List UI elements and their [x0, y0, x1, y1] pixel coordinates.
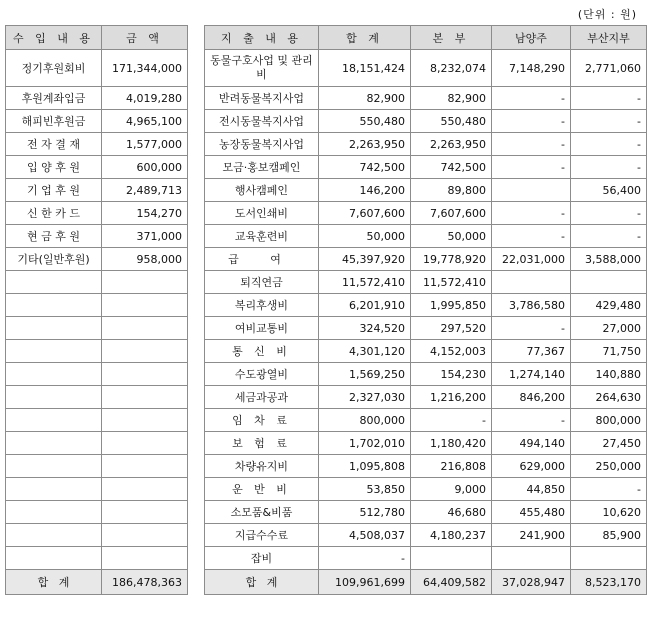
expense-total: 2,327,030 [319, 386, 411, 409]
expense-row [205, 202, 647, 225]
expense-total: 1,095,808 [319, 455, 411, 478]
empty-cell [102, 317, 188, 340]
expense-namyangju: 455,480 [492, 501, 571, 524]
expense-busan: - [571, 110, 647, 133]
expense-hq: 154,230 [411, 363, 492, 386]
expense-item-label: 급 여 [205, 248, 319, 271]
expense-item-label: 보 험 료 [205, 432, 319, 455]
empty-cell [6, 271, 102, 294]
expense-total: 53,850 [319, 478, 411, 501]
expense-namyangju: - [492, 87, 571, 110]
empty-cell [102, 524, 188, 547]
expense-busan: 800,000 [571, 409, 647, 432]
expense-item-label: 임 차 료 [205, 409, 319, 432]
income-item-label: 입 양 후 원 [6, 156, 102, 179]
expense-hq: 82,900 [411, 87, 492, 110]
expense-row [205, 87, 647, 110]
expense-total: 4,508,037 [319, 524, 411, 547]
expense-item-label: 행사캠페인 [205, 179, 319, 202]
expense-hq: 19,778,920 [411, 248, 492, 271]
income-amount: 171,344,000 [102, 50, 188, 87]
expense-row [205, 340, 647, 363]
expense-item-label: 농장동물복지사업 [205, 133, 319, 156]
income-item-label: 기 업 후 원 [6, 179, 102, 202]
expense-header-row [205, 26, 647, 50]
expense-row [205, 179, 647, 202]
expense-total: 18,151,424 [319, 50, 411, 87]
expense-header-busan: 부산지부 [571, 26, 647, 50]
expense-total: 800,000 [319, 409, 411, 432]
expense-row [205, 248, 647, 271]
expense-total-hq: 64,409,582 [411, 570, 492, 595]
empty-cell [102, 547, 188, 570]
expense-row [205, 50, 647, 87]
income-header-row [6, 26, 188, 50]
expense-total: 146,200 [319, 179, 411, 202]
empty-cell [102, 363, 188, 386]
expense-row [205, 547, 647, 570]
expense-namyangju: 77,367 [492, 340, 571, 363]
income-row [6, 432, 188, 455]
expense-table [204, 25, 647, 595]
expense-hq [411, 547, 492, 570]
expense-busan: 429,480 [571, 294, 647, 317]
expense-row [205, 501, 647, 524]
expense-row [205, 455, 647, 478]
income-total-row [6, 570, 188, 595]
expense-item-label: 잡비 [205, 547, 319, 570]
expense-item-label: 세금과공과 [205, 386, 319, 409]
expense-namyangju: - [492, 156, 571, 179]
income-row [6, 340, 188, 363]
empty-cell [6, 317, 102, 340]
expense-namyangju: 629,000 [492, 455, 571, 478]
income-row [6, 202, 188, 225]
expense-total: 6,201,910 [319, 294, 411, 317]
income-table [5, 25, 188, 595]
expense-namyangju [492, 271, 571, 294]
expense-namyangju [492, 179, 571, 202]
expense-busan: 3,588,000 [571, 248, 647, 271]
empty-cell [102, 455, 188, 478]
expense-busan: - [571, 133, 647, 156]
empty-cell [102, 340, 188, 363]
expense-hq: 4,152,003 [411, 340, 492, 363]
income-row [6, 501, 188, 524]
expense-busan: 250,000 [571, 455, 647, 478]
expense-busan: 264,630 [571, 386, 647, 409]
expense-row [205, 317, 647, 340]
expense-grand-total: 109,961,699 [319, 570, 411, 595]
empty-cell [102, 294, 188, 317]
expense-total: 45,397,920 [319, 248, 411, 271]
empty-cell [102, 432, 188, 455]
expense-item-label: 차량유지비 [205, 455, 319, 478]
income-row [6, 409, 188, 432]
empty-cell [6, 455, 102, 478]
empty-cell [6, 363, 102, 386]
income-amount: 154,270 [102, 202, 188, 225]
empty-cell [6, 501, 102, 524]
expense-total: - [319, 547, 411, 570]
expense-item-label: 소모품&비품 [205, 501, 319, 524]
income-header-item: 수 입 내 용 [6, 26, 102, 50]
expense-busan: - [571, 225, 647, 248]
expense-header-item: 지 출 내 용 [205, 26, 319, 50]
expense-hq: 46,680 [411, 501, 492, 524]
empty-cell [6, 432, 102, 455]
expense-hq: 9,000 [411, 478, 492, 501]
expense-item-label: 지급수수료 [205, 524, 319, 547]
income-amount: 4,965,100 [102, 110, 188, 133]
expense-hq: 7,607,600 [411, 202, 492, 225]
expense-hq: 4,180,237 [411, 524, 492, 547]
expense-total-namyangju: 37,028,947 [492, 570, 571, 595]
expense-total: 2,263,950 [319, 133, 411, 156]
expense-busan: - [571, 478, 647, 501]
expense-item-label: 복리후생비 [205, 294, 319, 317]
expense-header-hq: 본 부 [411, 26, 492, 50]
income-item-label: 전 자 결 재 [6, 133, 102, 156]
expense-total: 50,000 [319, 225, 411, 248]
expense-hq: 2,263,950 [411, 133, 492, 156]
expense-row [205, 363, 647, 386]
expense-total: 550,480 [319, 110, 411, 133]
expense-row [205, 156, 647, 179]
expense-busan: - [571, 87, 647, 110]
expense-namyangju: - [492, 409, 571, 432]
expense-hq: 11,572,410 [411, 271, 492, 294]
empty-cell [6, 409, 102, 432]
expense-hq: 297,520 [411, 317, 492, 340]
expense-item-label: 교육훈련비 [205, 225, 319, 248]
expense-namyangju: - [492, 202, 571, 225]
income-item-label: 기타(일반후원) [6, 248, 102, 271]
expense-row [205, 271, 647, 294]
expense-namyangju: - [492, 110, 571, 133]
expense-hq: 742,500 [411, 156, 492, 179]
empty-cell [102, 409, 188, 432]
expense-total: 82,900 [319, 87, 411, 110]
income-item-label: 신 한 카 드 [6, 202, 102, 225]
income-amount: 2,489,713 [102, 179, 188, 202]
income-row [6, 294, 188, 317]
expense-item-label: 통 신 비 [205, 340, 319, 363]
empty-cell [6, 294, 102, 317]
expense-header-namyangju: 남양주 [492, 26, 571, 50]
income-row [6, 248, 188, 271]
income-row [6, 547, 188, 570]
expense-total-busan: 8,523,170 [571, 570, 647, 595]
expense-busan: 56,400 [571, 179, 647, 202]
income-item-label: 정기후원회비 [6, 50, 102, 87]
expense-row [205, 524, 647, 547]
expense-item-label: 도서인쇄비 [205, 202, 319, 225]
empty-cell [102, 478, 188, 501]
income-amount: 4,019,280 [102, 87, 188, 110]
expense-row [205, 294, 647, 317]
income-row [6, 50, 188, 87]
income-row [6, 110, 188, 133]
empty-cell [6, 547, 102, 570]
expense-item-label: 운 반 비 [205, 478, 319, 501]
income-row [6, 317, 188, 340]
expense-namyangju: - [492, 225, 571, 248]
income-row [6, 478, 188, 501]
income-item-label: 후원계좌입금 [6, 87, 102, 110]
expense-total: 4,301,120 [319, 340, 411, 363]
expense-total: 11,572,410 [319, 271, 411, 294]
income-row [6, 156, 188, 179]
expense-hq: 216,808 [411, 455, 492, 478]
expense-body [205, 50, 647, 595]
empty-cell [6, 340, 102, 363]
expense-busan: 2,771,060 [571, 50, 647, 87]
income-header-amount: 금 액 [102, 26, 188, 50]
expense-busan [571, 547, 647, 570]
expense-total-row [205, 570, 647, 595]
expense-total: 1,569,250 [319, 363, 411, 386]
expense-item-label: 동물구호사업 및 관리비 [205, 50, 319, 87]
expense-hq: 1,216,200 [411, 386, 492, 409]
income-row [6, 179, 188, 202]
income-amount: 371,000 [102, 225, 188, 248]
expense-busan: 71,750 [571, 340, 647, 363]
income-amount: 600,000 [102, 156, 188, 179]
expense-total: 1,702,010 [319, 432, 411, 455]
expense-namyangju: 7,148,290 [492, 50, 571, 87]
expense-row [205, 225, 647, 248]
income-row [6, 271, 188, 294]
expense-namyangju: 241,900 [492, 524, 571, 547]
expense-item-label: 여비교통비 [205, 317, 319, 340]
expense-hq: 1,180,420 [411, 432, 492, 455]
income-amount: 958,000 [102, 248, 188, 271]
expense-namyangju: - [492, 317, 571, 340]
expense-hq: 50,000 [411, 225, 492, 248]
expense-item-label: 퇴직연금 [205, 271, 319, 294]
income-row [6, 455, 188, 478]
unit-label: (단위 : 원) [577, 8, 637, 21]
expense-busan: 85,900 [571, 524, 647, 547]
income-total-label: 합 계 [6, 570, 102, 595]
expense-namyangju: 1,274,140 [492, 363, 571, 386]
income-row [6, 225, 188, 248]
income-row [6, 363, 188, 386]
expense-busan: 140,880 [571, 363, 647, 386]
expense-namyangju: 44,850 [492, 478, 571, 501]
expense-namyangju: 494,140 [492, 432, 571, 455]
expense-header-total: 합 계 [319, 26, 411, 50]
expense-row [205, 110, 647, 133]
income-row [6, 386, 188, 409]
income-item-label: 현 금 후 원 [6, 225, 102, 248]
expense-row [205, 409, 647, 432]
expense-busan: 10,620 [571, 501, 647, 524]
expense-item-label: 모금·홍보캠페인 [205, 156, 319, 179]
empty-cell [102, 501, 188, 524]
expense-row [205, 133, 647, 156]
expense-busan: - [571, 156, 647, 179]
expense-busan: 27,000 [571, 317, 647, 340]
expense-namyangju: - [492, 133, 571, 156]
expense-busan: 27,450 [571, 432, 647, 455]
income-row [6, 87, 188, 110]
income-body [6, 50, 188, 595]
expense-namyangju [492, 547, 571, 570]
expense-total: 742,500 [319, 156, 411, 179]
expense-item-label: 전시동물복지사업 [205, 110, 319, 133]
expense-item-label: 수도광열비 [205, 363, 319, 386]
expense-total: 512,780 [319, 501, 411, 524]
income-amount: 1,577,000 [102, 133, 188, 156]
empty-cell [6, 524, 102, 547]
empty-cell [102, 386, 188, 409]
empty-cell [102, 271, 188, 294]
expense-total-label: 합 계 [205, 570, 319, 595]
expense-namyangju: 22,031,000 [492, 248, 571, 271]
expense-row [205, 478, 647, 501]
expense-namyangju: 846,200 [492, 386, 571, 409]
expense-hq: 1,995,850 [411, 294, 492, 317]
income-row [6, 133, 188, 156]
income-total-amount: 186,478,363 [102, 570, 188, 595]
income-row [6, 524, 188, 547]
expense-row [205, 432, 647, 455]
empty-cell [6, 478, 102, 501]
expense-hq: - [411, 409, 492, 432]
expense-total: 7,607,600 [319, 202, 411, 225]
income-item-label: 해피빈후원금 [6, 110, 102, 133]
expense-row [205, 386, 647, 409]
expense-namyangju: 3,786,580 [492, 294, 571, 317]
expense-busan: - [571, 202, 647, 225]
empty-cell [6, 386, 102, 409]
expense-total: 324,520 [319, 317, 411, 340]
expense-hq: 8,232,074 [411, 50, 492, 87]
expense-busan [571, 271, 647, 294]
expense-item-label: 반려동물복지사업 [205, 87, 319, 110]
expense-hq: 89,800 [411, 179, 492, 202]
expense-hq: 550,480 [411, 110, 492, 133]
